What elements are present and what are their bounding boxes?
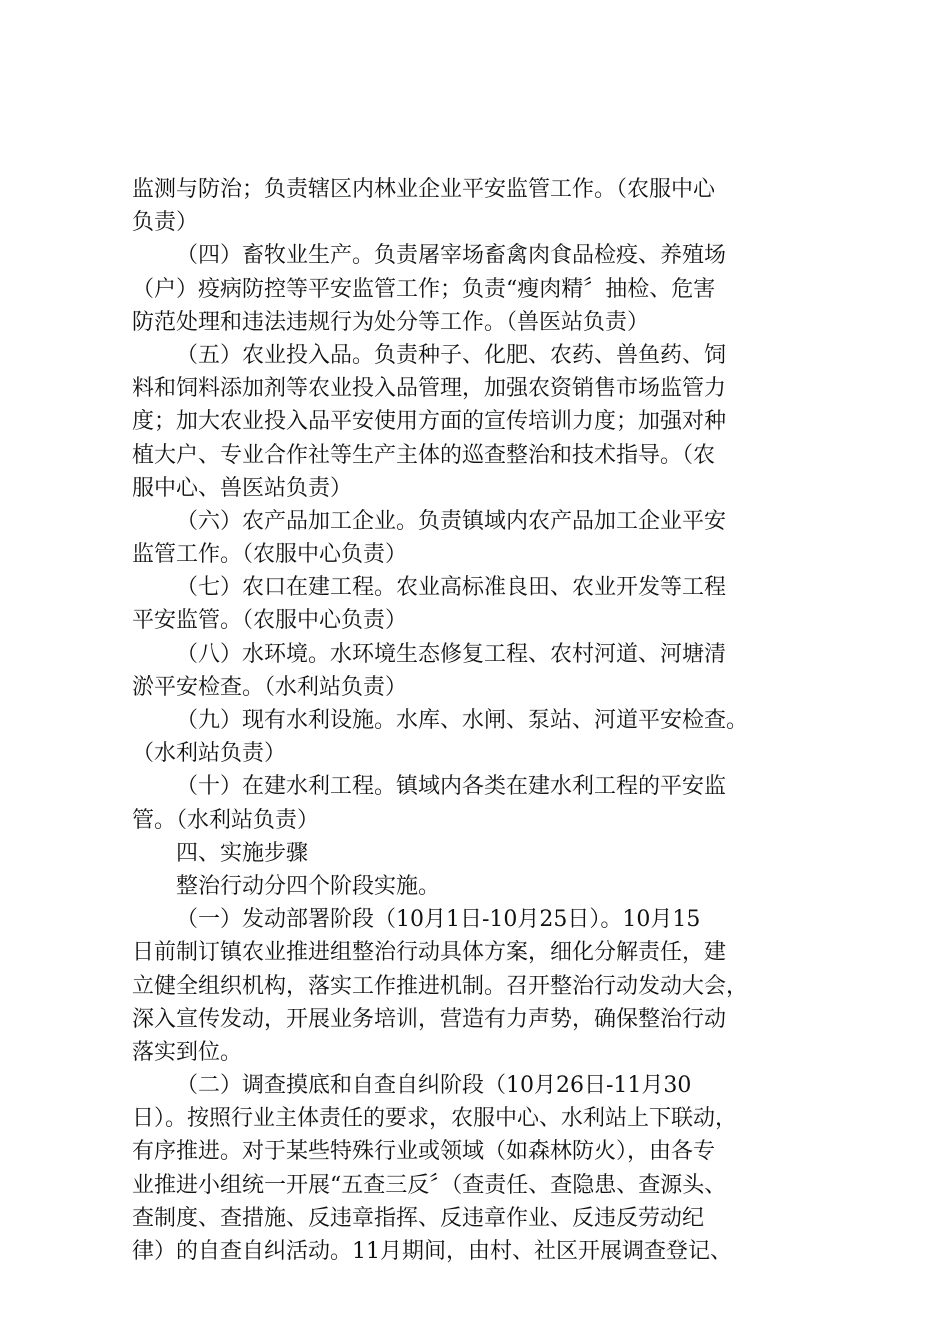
text-line: 查制度、查措施、反违章指挥、反违章作业、反违反劳动纪 [132, 1205, 705, 1231]
text-line: 日）。按照行业主体责任的要求，农服中心、水利站上下联动， [132, 1106, 738, 1132]
paragraph-start-line: （二）调查摸底和自查自纠阶段（10月26日-11月30 [176, 1073, 692, 1099]
text-line: （户）疫病防控等平安监管工作；负责“瘦肉精〞抽检、危害 [132, 276, 716, 302]
text-line: 日前制订镇农业推进组整治行动具体方案，细化分解责任，建 [132, 940, 727, 966]
text-line: 服中心、兽医站负责） [132, 475, 353, 501]
section-heading: 四、实施步骤 [176, 840, 309, 866]
text-line: 淤平安检查。（水利站负责） [132, 674, 408, 700]
text-line: （水利站负责） [132, 741, 287, 767]
text-line: 业推进小组统一开展“五查三反〞（查责任、查隐患、查源头、 [132, 1172, 727, 1198]
text-line: 度；加大农业投入品平安使用方面的宣传培训力度；加强对种 [132, 409, 727, 435]
paragraph-start-line: （十）在建水利工程。镇域内各类在建水利工程的平安监 [176, 774, 727, 800]
text-line: 监管工作。（农服中心负责） [132, 542, 408, 568]
paragraph-start-line: （七）农口在建工程。农业高标准良田、农业开发等工程 [176, 575, 727, 601]
text-line: 平安监管。（农服中心负责） [132, 608, 408, 634]
text-line: 负责） [132, 210, 199, 236]
paragraph-start-line: （一）发动部署阶段（10月1日-10月25日）。10月15 [176, 907, 701, 933]
paragraph-start-line: （四）畜牧业生产。负责屠宰场畜禽肉食品检疫、养殖场 [176, 243, 727, 269]
paragraph-start-line: （九）现有水利设施。水库、水闸、泵站、河道平安检查。 [176, 708, 749, 733]
paragraph-start-line: 整治行动分四个阶段实施。 [176, 873, 441, 899]
text-line: 深入宣传发动，开展业务培训，营造有力声势，确保整治行动 [132, 1006, 727, 1032]
body-text [132, 173, 852, 1268]
text-line: 律）的自查自纠活动。11月期间，由村、社区开展调查登记、 [132, 1239, 732, 1264]
text-line: 有序推进。对于某些特殊行业或领域（如森林防火），由各专 [132, 1139, 716, 1165]
text-line: 落实到位。 [132, 1039, 243, 1065]
text-line: 立健全组织机构，落实工作推进机制。召开整治行动发动大会， [132, 973, 749, 999]
paragraph-start-line: （八）水环境。水环境生态修复工程、农村河道、河塘清 [176, 641, 727, 667]
text-line: 监测与防治；负责辖区内林业企业平安监管工作。（农服中心 [132, 177, 716, 202]
text-line: 管。（水利站负责） [132, 807, 320, 833]
paragraph-start-line: （六）农产品加工企业。负责镇域内农产品加工企业平安 [176, 508, 727, 534]
text-line: 防范处理和违法违规行为处分等工作。（兽医站负责） [132, 309, 650, 335]
text-line: 料和饲料添加剂等农业投入品管理，加强农资销售市场监管力 [132, 376, 727, 402]
paragraph-start-line: （五）农业投入品。负责种子、化肥、农药、兽鱼药、饲 [176, 342, 727, 368]
text-line: 植大户、专业合作社等生产主体的巡查整治和技术指导。（农 [132, 442, 716, 468]
